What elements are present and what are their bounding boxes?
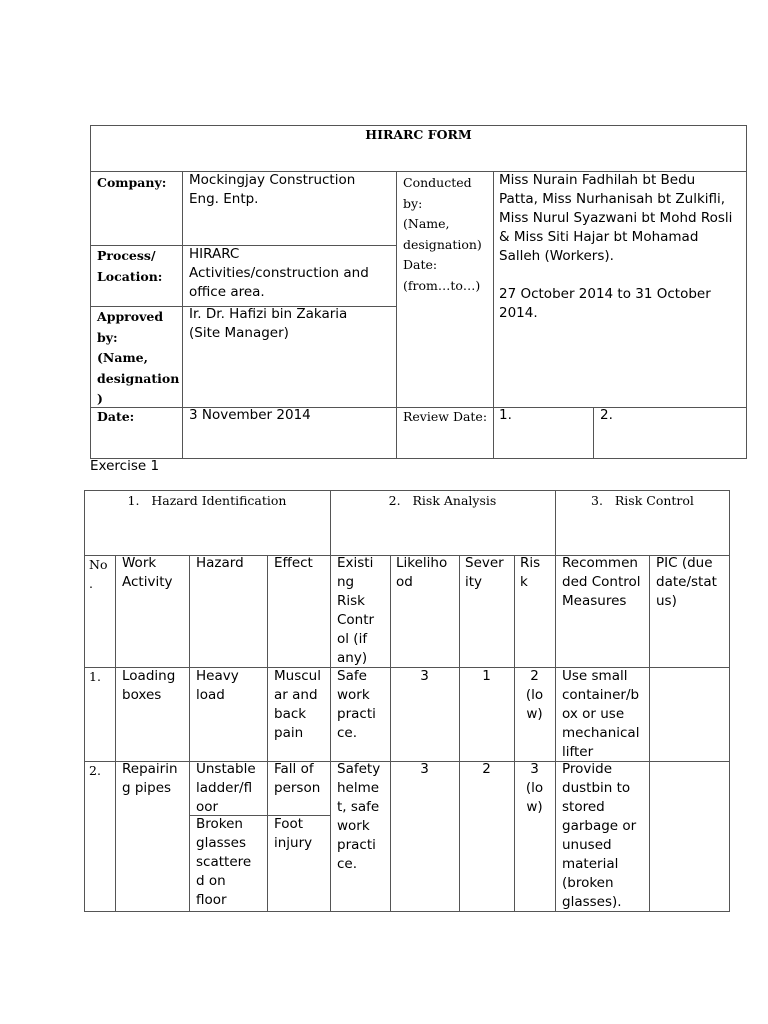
approved-value: Ir. Dr. Hafizi bin Zakaria (Site Manager) bbox=[189, 306, 348, 341]
header-hazard: Hazard bbox=[196, 555, 244, 571]
approved-label: Approved by: (Name, designation ) bbox=[97, 309, 180, 406]
table-divider bbox=[189, 555, 190, 912]
table-divider bbox=[555, 490, 556, 912]
date-label: Date: bbox=[97, 409, 135, 424]
header-effect: Effect bbox=[274, 555, 313, 571]
row-recommended-control: Use small container/b ox or use mechanical lifter bbox=[562, 668, 640, 760]
row-existing-control: Safety helme t, safe work practi ce. bbox=[337, 761, 381, 872]
row-effect: Fall of person bbox=[274, 761, 321, 796]
company-label: Company: bbox=[97, 175, 167, 190]
row-no: 2. bbox=[89, 763, 101, 778]
section-hazard-identification: 1. Hazard Identification bbox=[127, 493, 287, 508]
table-divider bbox=[390, 555, 391, 912]
row-hazard: Heavy load bbox=[196, 668, 239, 703]
row-effect-secondary: Foot injury bbox=[274, 816, 313, 851]
row-work-activity: Repairin g pipes bbox=[122, 761, 178, 796]
row-risk: 3 (lo w) bbox=[525, 761, 544, 815]
table-divider bbox=[514, 555, 515, 912]
table-divider bbox=[459, 555, 460, 912]
conducted-dates: 27 October 2014 to 31 October 2014. bbox=[499, 286, 711, 321]
row-existing-control: Safe work practi ce. bbox=[337, 668, 376, 741]
process-value: HIRARC Activities/construction and office area. bbox=[189, 246, 369, 300]
header-existing-risk-control: Existi ng Risk Contr ol (if any) bbox=[337, 555, 375, 666]
header-recommended-control: Recommen ded Control Measures bbox=[562, 555, 641, 609]
header-pic: PIC (due date/stat us) bbox=[656, 555, 717, 609]
form-divider bbox=[396, 171, 397, 459]
table-divider bbox=[267, 555, 268, 912]
process-label: Process/ Location: bbox=[97, 248, 163, 284]
conducted-label: Conducted by: (Name, designation) Date: (from…to…) bbox=[403, 175, 482, 293]
review-date-2: 2. bbox=[600, 407, 613, 423]
row-work-activity: Loading boxes bbox=[122, 668, 176, 703]
header-no: No . bbox=[89, 557, 108, 591]
header-severity: Sever ity bbox=[465, 555, 504, 590]
table-divider bbox=[649, 555, 650, 912]
row-hazard-secondary: Broken glasses scattere d on floor bbox=[196, 816, 252, 908]
row-effect: Muscul ar and back pain bbox=[274, 668, 321, 741]
row-severity: 2 bbox=[482, 761, 491, 777]
form-divider bbox=[593, 407, 594, 459]
row-likelihood: 3 bbox=[420, 668, 429, 684]
conducted-value: Miss Nurain Fadhilah bt Bedu Patta, Miss Nurhanisah bt Zulkifli, Miss Nurul Syazwani bt Mohd Rosli & Miss Siti Hajar bt Mohamad Salleh (Workers). bbox=[499, 172, 733, 264]
section-risk-analysis: 2. Risk Analysis bbox=[388, 493, 497, 508]
date-value: 3 November 2014 bbox=[189, 407, 311, 423]
table-divider bbox=[115, 555, 116, 912]
review-date-label: Review Date: bbox=[403, 409, 488, 424]
row-hazard: Unstable ladder/fl oor bbox=[196, 761, 256, 815]
header-work-activity: Work Activity bbox=[122, 555, 173, 590]
row-risk: 2 (lo w) bbox=[525, 668, 544, 722]
exercise-label: Exercise 1 bbox=[90, 458, 160, 474]
section-risk-control: 3. Risk Control bbox=[591, 493, 694, 508]
header-likelihood: Likeliho od bbox=[396, 555, 448, 590]
form-divider bbox=[493, 171, 494, 459]
row-severity: 1 bbox=[482, 668, 491, 684]
review-date-1: 1. bbox=[499, 407, 512, 423]
row-recommended-control: Provide dustbin to stored garbage or unused material (broken glasses). bbox=[562, 761, 637, 910]
form-divider bbox=[182, 171, 183, 459]
company-value: Mockingjay Construction Eng. Entp. bbox=[189, 172, 356, 207]
table-divider bbox=[330, 490, 331, 912]
header-risk: Ris k bbox=[520, 555, 541, 590]
form-title: HIRARC FORM bbox=[365, 127, 472, 142]
row-likelihood: 3 bbox=[420, 761, 429, 777]
row-no: 1. bbox=[89, 669, 101, 684]
